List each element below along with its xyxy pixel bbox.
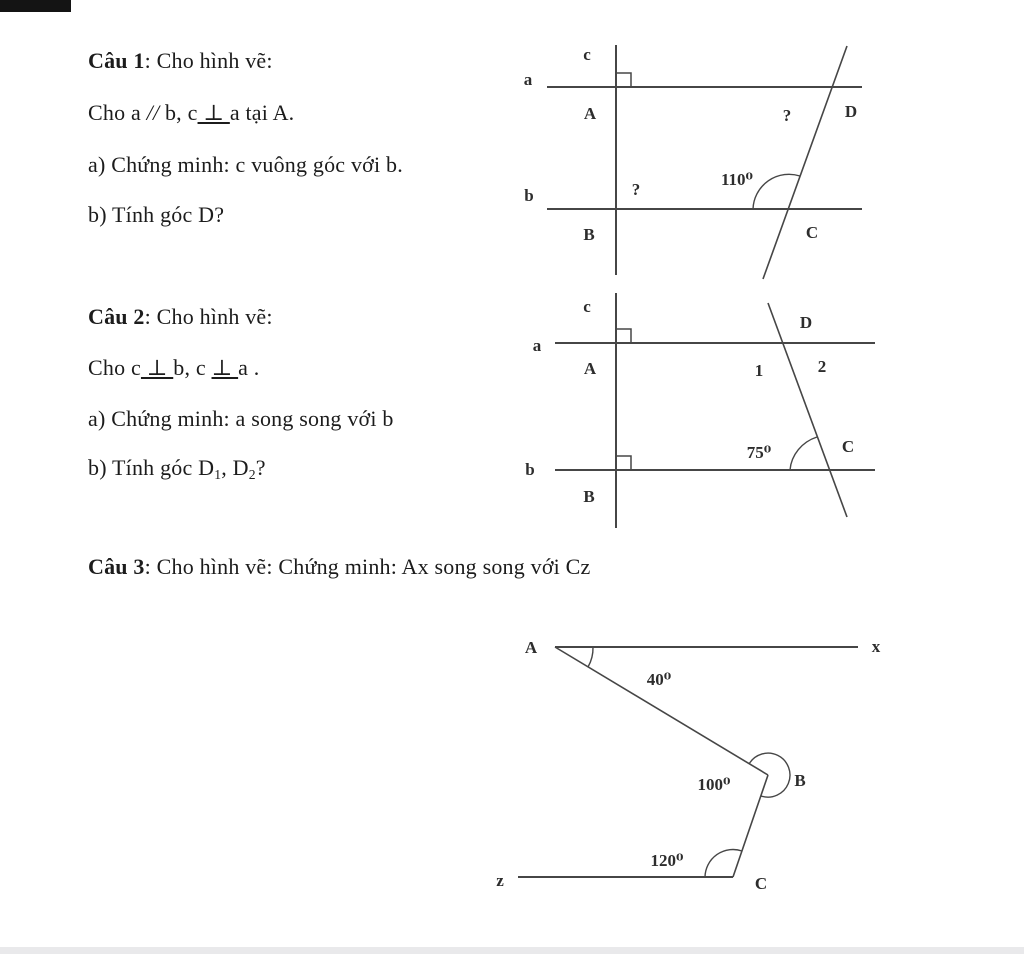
angle-arc-100	[749, 753, 790, 797]
q2b-pre: b) Tính góc D	[88, 455, 215, 480]
segment-AB	[555, 647, 768, 775]
label-line-a: a	[532, 336, 542, 355]
label-point-C: C	[805, 223, 819, 242]
label-point-A: A	[583, 104, 597, 123]
q2-given-mid: b, c	[173, 355, 212, 380]
perpendicular-symbol: ⊥	[197, 100, 230, 125]
diagram-question-1	[505, 35, 877, 285]
label-unknown-angle-B: ?	[631, 180, 641, 199]
question-2-part-b	[88, 455, 266, 488]
label-angle-100: 100⁰	[697, 775, 731, 794]
label-ray-z: z	[496, 871, 504, 890]
perpendicular-symbol-1: ⊥	[140, 355, 174, 380]
q2-given-post: a .	[238, 355, 260, 380]
label-line-c: c	[583, 45, 591, 64]
question-1-label: Câu 1	[88, 48, 145, 73]
label-point-C: C	[754, 874, 768, 893]
question-2-given	[88, 355, 259, 381]
question-2-title-rest: : Cho hình vẽ:	[144, 304, 273, 329]
segment-BC	[733, 775, 768, 877]
label-line-b: b	[525, 460, 535, 479]
question-1-part-b: b) Tính góc D?	[88, 202, 225, 227]
q1-given-post: a tại A.	[229, 100, 295, 125]
label-angle-110: 110⁰	[720, 170, 754, 189]
subscript-2: 2	[248, 467, 256, 483]
q1-given-pre: Cho a	[88, 100, 147, 125]
label-point-A: A	[524, 638, 538, 657]
diagram-question-3	[460, 625, 900, 910]
label-line-a: a	[523, 70, 533, 89]
question-1-title-rest: : Cho hình vẽ:	[144, 48, 273, 73]
transversal-line	[768, 303, 847, 517]
question-1-part-a: a) Chứng minh: c vuông góc với b.	[88, 152, 403, 177]
question-3-title-rest: : Cho hình vẽ: Chứng minh: Ax song song với Cz	[144, 554, 591, 579]
question-2-title	[88, 304, 273, 330]
label-line-c: c	[583, 297, 591, 316]
label-point-C: C	[841, 437, 855, 456]
label-point-B: B	[583, 487, 595, 506]
label-point-B: B	[794, 771, 806, 790]
scan-artifact-mark	[0, 0, 71, 12]
scan-artifact-bottom-bar	[0, 947, 1024, 954]
question-2-part-a: a) Chứng minh: a song song với b	[88, 406, 394, 431]
label-ray-x: x	[871, 637, 881, 656]
right-angle-mark-B	[616, 456, 631, 470]
q2-given-pre: Cho c	[88, 355, 141, 380]
label-angle-120: 120⁰	[650, 851, 684, 870]
q1-given-mid: b, c	[159, 100, 198, 125]
label-line-b: b	[524, 186, 534, 205]
question-3-label: Câu 3	[88, 554, 145, 579]
diagram-question-2	[505, 288, 890, 533]
label-point-D: D	[844, 102, 858, 121]
q2b-post: ?	[255, 455, 266, 480]
question-1-title	[88, 48, 273, 74]
label-unknown-angle-D: ?	[782, 106, 792, 125]
question-3-title	[88, 554, 591, 580]
transversal-line	[763, 46, 847, 279]
label-point-B: B	[583, 225, 595, 244]
label-angle-75: 75⁰	[746, 443, 772, 462]
label-angle-40: 40⁰	[646, 670, 672, 689]
parallel-symbol: //	[146, 100, 160, 125]
angle-arc-40	[588, 647, 593, 667]
label-angle-1: 1	[754, 361, 764, 380]
q2b-mid: , D	[221, 455, 249, 480]
angle-arc-120	[705, 850, 742, 877]
perpendicular-symbol-2: ⊥	[211, 355, 239, 380]
question-1-given	[88, 100, 294, 126]
angle-arc-75	[790, 437, 817, 470]
label-point-A: A	[583, 359, 597, 378]
right-angle-mark	[616, 73, 631, 87]
subscript-1: 1	[214, 467, 222, 483]
right-angle-mark-A	[616, 329, 631, 343]
label-angle-2: 2	[817, 357, 827, 376]
label-point-D: D	[799, 313, 813, 332]
question-2-label: Câu 2	[88, 304, 145, 329]
angle-arc-110	[753, 174, 800, 209]
